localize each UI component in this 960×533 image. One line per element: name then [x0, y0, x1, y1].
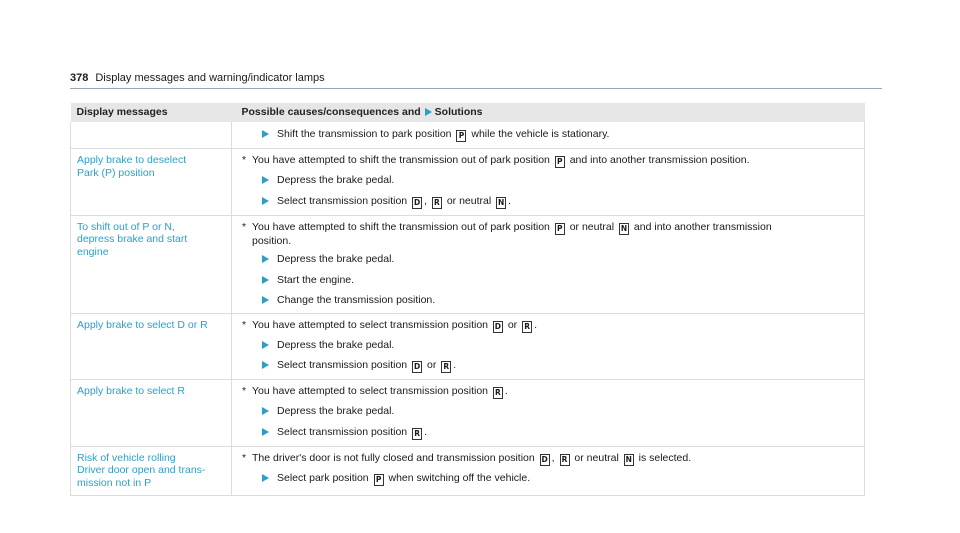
message-cell	[71, 380, 232, 447]
solution-step: Depress the brake pedal.	[262, 339, 858, 352]
gear-p-icon: P	[555, 156, 565, 168]
solution-step: Change the transmission position.	[262, 294, 858, 307]
header-divider	[70, 88, 882, 89]
solution-cell	[232, 149, 865, 216]
gear-d-icon: D	[413, 362, 421, 371]
table-row	[71, 149, 865, 216]
table-row	[71, 380, 865, 447]
gear-r-icon: R	[441, 361, 451, 373]
gear-n-icon: N	[620, 223, 628, 233]
cause-text: * You have attempted to shift the transmission out of park position P and into another transmission position.	[242, 154, 750, 166]
column-header-display-messages: Display messages	[71, 103, 232, 122]
gear-n-icon: N	[497, 197, 505, 207]
solution-step: Depress the brake pedal.	[262, 405, 858, 418]
message-text: Apply brake to select D or R	[77, 318, 208, 331]
solution-step: Select transmission position D or R .	[262, 359, 858, 373]
gear-d-icon: D	[413, 197, 421, 207]
message-text: depress brake and start	[77, 233, 188, 245]
message-text: To shift out of P or N,	[77, 220, 175, 233]
column-header-causes-solutions	[232, 103, 865, 122]
solution-step: Select park position P when switching off the vehicle.	[262, 472, 858, 486]
message-text: engine	[77, 245, 109, 258]
page-section-title: Display messages and warning/indicator lamps	[95, 72, 325, 84]
table-header-row	[71, 103, 865, 122]
solution-step: Select transmission position R .	[262, 426, 858, 440]
table-row	[71, 313, 865, 380]
page-number: 378	[70, 72, 89, 84]
arrow-right-icon	[262, 255, 269, 263]
gear-p-icon: P	[456, 130, 466, 142]
display-messages-table	[70, 103, 865, 496]
solution-cell	[232, 122, 865, 149]
message-text: Risk of vehicle rolling	[77, 451, 176, 464]
gear-r-icon: R	[493, 387, 503, 399]
message-cell	[71, 313, 232, 380]
gear-p-icon: P	[555, 223, 565, 235]
arrow-right-icon	[262, 197, 269, 205]
arrow-right-icon	[262, 341, 269, 349]
gear-r-icon: R	[412, 428, 422, 440]
cause-text: * You have attempted to select transmission position D or R .	[242, 318, 538, 331]
solution-step: Depress the brake pedal.	[262, 253, 858, 266]
gear-n-icon: N	[625, 454, 632, 464]
message-text: mission not in P	[77, 476, 152, 489]
gear-d-icon: D	[541, 454, 548, 464]
solution-step: Depress the brake pedal.	[262, 174, 858, 187]
column-header-solutions-text: Solutions	[434, 106, 483, 119]
arrow-right-icon	[262, 276, 269, 284]
cause-text: * You have attempted to select transmission position R .	[242, 385, 508, 397]
page-header	[70, 71, 882, 85]
arrow-right-icon	[262, 361, 269, 369]
gear-r-icon: R	[560, 454, 570, 466]
cause-text: * The driver's door is not fully closed and transmission position D , R or neutral N is selected.	[242, 451, 692, 464]
cause-text: * You have attempted to shift the transmission out of park position P or neutral N and into another transmission position.	[242, 220, 772, 247]
solution-cell	[232, 215, 865, 313]
message-cell	[71, 149, 232, 216]
solution-cell	[232, 313, 865, 380]
gear-r-icon: R	[432, 197, 442, 209]
gear-p-icon: P	[374, 474, 384, 486]
gear-r-icon: R	[522, 321, 532, 333]
message-text: Apply brake to deselect	[77, 154, 187, 166]
message-cell	[71, 446, 232, 496]
table-row	[71, 215, 865, 313]
message-cell	[71, 122, 232, 149]
arrow-right-icon	[262, 474, 269, 482]
message-cell	[71, 215, 232, 313]
arrow-right-icon	[425, 108, 432, 116]
solution-cell	[232, 380, 865, 447]
solution-cell	[232, 446, 865, 496]
arrow-right-icon	[262, 296, 269, 304]
solution-step: Shift the transmission to park position P while the vehicle is stationary.	[262, 128, 858, 142]
arrow-right-icon	[262, 130, 269, 138]
arrow-right-icon	[262, 407, 269, 415]
table-row	[71, 446, 865, 496]
message-text: Driver door open and trans-	[77, 464, 206, 476]
column-header-causes-text: Possible causes/consequences and	[241, 106, 421, 119]
message-text: Apply brake to select R	[77, 385, 185, 397]
solution-step: Select transmission position D , R or neutral N .	[262, 195, 858, 209]
gear-d-icon: D	[494, 321, 502, 331]
message-text: Park (P) position	[77, 166, 155, 179]
table-row	[71, 122, 865, 149]
solution-step: Start the engine.	[262, 274, 858, 287]
arrow-right-icon	[262, 176, 269, 184]
arrow-right-icon	[262, 428, 269, 436]
